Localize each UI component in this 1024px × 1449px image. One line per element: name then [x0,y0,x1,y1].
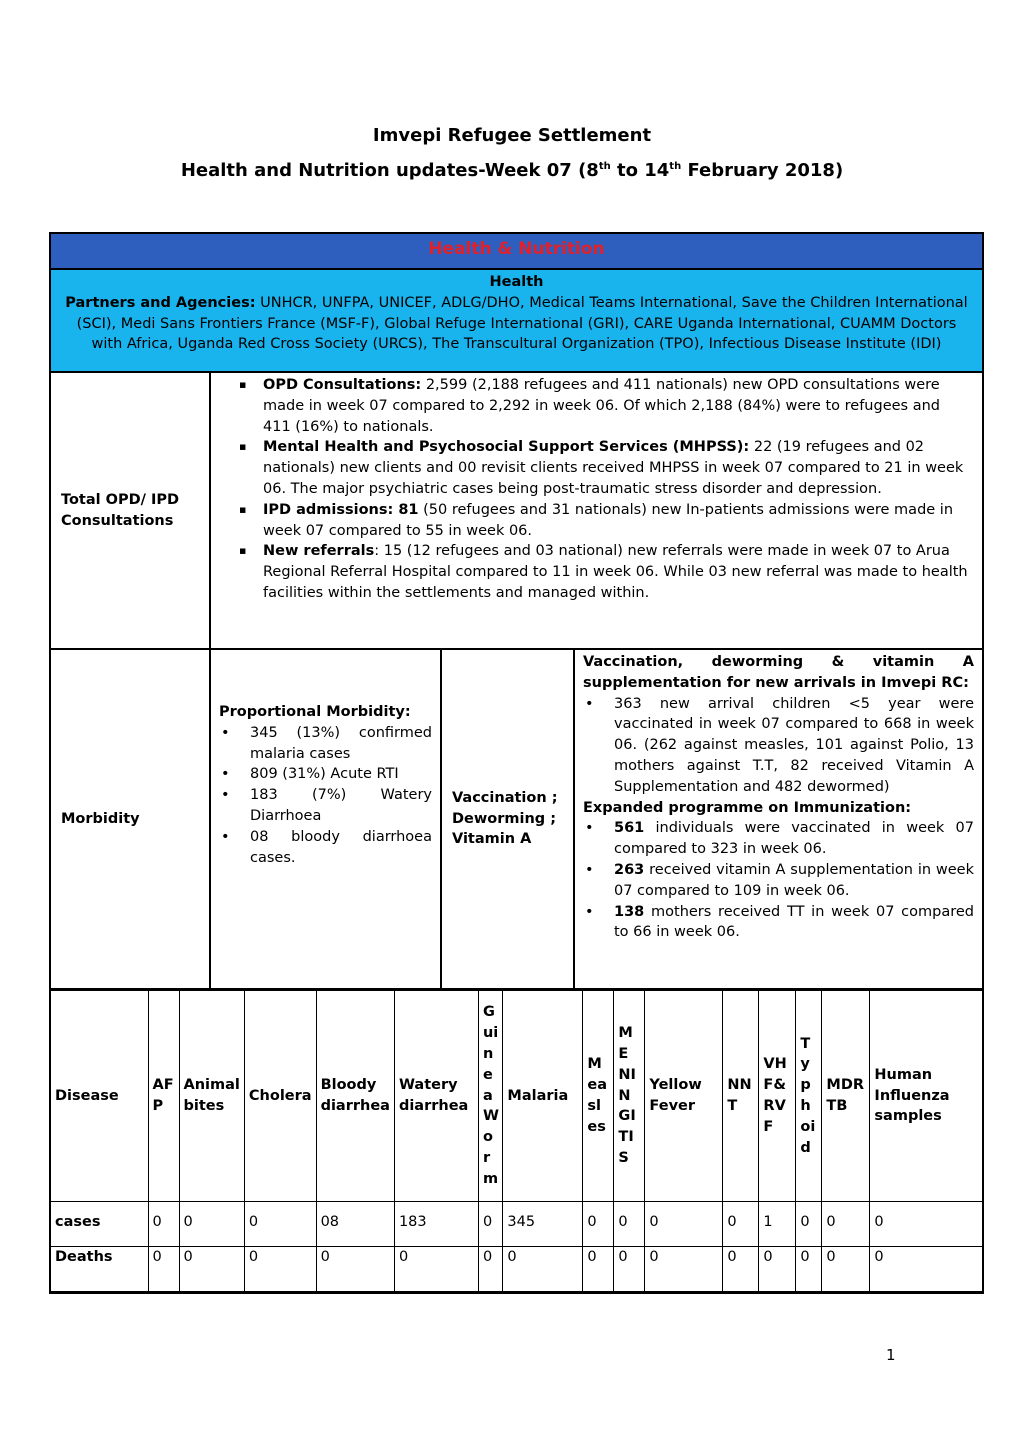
list-item: ▪ New referrals: 15 (12 refugees and 03 national) new referrals were made in week 07 to Arua Regional Referral Hospital compared to 11 in week 06. While 03 new referral was made to health facilities within the settlements and managed within. [221,541,972,603]
column-header: NNT [723,991,759,1202]
table-cell: 0 [723,1247,759,1292]
column-header: Measles [583,991,614,1202]
table-cell: 0 [870,1247,982,1292]
table-cell: 08 [316,1202,394,1247]
table-cell: 0 [759,1247,796,1292]
column-header: Typhoid [796,991,822,1202]
document-title: Imvepi Refugee Settlement [372,125,652,146]
list-item: ▪ OPD Consultations: 2,599 (2,188 refugees and 411 nationals) new OPD consultations were made in week 07 compared to 2,292 in week 06. Of which 2,188 (84%) were to refugees and 411 (16%) to nationals. [221,375,972,437]
table-cell: 0 [179,1202,244,1247]
section-title: Health & Nutrition [51,234,982,270]
list-item: • 345 (13%) confirmed malaria cases [219,723,432,765]
table-cell: 0 [796,1247,822,1292]
table-cell: 0 [503,1247,583,1292]
table-cell: 0 [244,1202,316,1247]
vaccination-label: Vaccination ; Deworming ; Vitamin A [442,650,575,988]
column-header: Yellow Fever [645,991,723,1202]
list-item: ▪ IPD admissions: 81 (50 refugees and 31 nationals) new In-patients admissions were made in week 07 compared to 55 in week 06. [221,500,972,542]
proportional-morbidity [211,650,442,988]
table-cell: 0 [822,1247,870,1292]
column-header: Animal bites [179,991,244,1202]
column-header: Human Influenza samples [870,991,982,1202]
table-cell: 0 [614,1247,645,1292]
column-header: Cholera [244,991,316,1202]
morbidity-label: Morbidity [51,650,211,988]
partners-text: Partners and Agencies: UNHCR, UNFPA, UNICEF, ADLG/DHO, Medical Teams International, Save the Children International (SCI), Medi Sans Frontiers France (MSF-F), Global Refuge International (GRI), CARE Uganda International, CUAMM Doctors with Africa, Uganda Red Cross Society (URCS), The Transcultural Organization (TPO), Infectious Disease Institute (IDI) [65,294,968,353]
opd-label: Total OPD/ IPD Consultations [51,373,211,648]
list-item: ▪ Mental Health and Psychosocial Support Services (MHPSS): 22 (19 refugees and 02 nationals) new clients and 00 revisit clients received MHPSS in week 07 compared to 21 in week 06. The major psychiatric cases being post-traumatic stress disorder and depression. [221,437,972,499]
list-item: • 263 received vitamin A supplementation in week 07 compared to 109 in week 06. [583,860,974,902]
column-header: GuineaWorm [478,991,502,1202]
list-item: • 08 bloody diarrhoea cases. [219,827,432,869]
vaccination-heading: Vaccination, deworming & vitamin A supplementation for new arrivals in Imvepi RC: [583,654,974,691]
column-header: VHF&RVF [759,991,796,1202]
row-label: cases [51,1202,148,1247]
table-cell: 0 [478,1202,502,1247]
vaccination-content [575,650,982,988]
table-cell: 0 [244,1247,316,1292]
column-header: MENINGITIS [614,991,645,1202]
table-row [51,1202,982,1247]
table-cell: 0 [822,1202,870,1247]
list-item: • 138 mothers received TT in week 07 compared to 66 in week 06. [583,902,974,944]
table-cell: 0 [870,1202,982,1247]
column-header: MDR TB [822,991,870,1202]
table-cell: 183 [394,1202,478,1247]
opd-content [211,373,982,648]
disease-table [51,990,982,1292]
table-cell: 345 [503,1202,583,1247]
column-header: Watery diarrhea [394,991,478,1202]
list-item: • 183 (7%) Watery Diarrhoea [219,785,432,827]
list-item: • 809 (31%) Acute RTI [219,764,432,785]
table-cell: 0 [316,1247,394,1292]
table-cell: 0 [148,1202,179,1247]
list-item: • 363 new arrival children <5 year were vaccinated in week 07 compared to 668 in week 06. (262 against measles, 101 against Polio, 13 mothers against T.T, 82 received Vitamin A Supplementation and 482 dewormed) [583,694,974,798]
column-header: Bloody diarrhea [316,991,394,1202]
table-cell: 0 [796,1202,822,1247]
table-cell: 0 [583,1247,614,1292]
table-cell: 1 [759,1202,796,1247]
row-label: Deaths [51,1247,148,1292]
table-cell: 0 [645,1202,723,1247]
opd-row [51,373,982,650]
morbidity-row [51,650,982,990]
table-header-row [51,991,982,1202]
column-header: Malaria [503,991,583,1202]
proportional-morbidity-heading: Proportional Morbidity: [219,704,411,720]
table-cell: 0 [583,1202,614,1247]
table-cell: 0 [179,1247,244,1292]
column-header: Disease [51,991,148,1202]
table-cell: 0 [723,1202,759,1247]
table-cell: 0 [148,1247,179,1292]
table-cell: 0 [645,1247,723,1292]
document-subtitle: Health and Nutrition updates-Week 07 (8th to 14th February 2018) [180,160,844,181]
report-table [49,232,984,1294]
partners-heading: Health [489,274,544,290]
epi-heading: Expanded programme on Immunization: [583,799,912,816]
column-header: AFP [148,991,179,1202]
table-cell: 0 [614,1202,645,1247]
partners-block [51,270,982,373]
page-number: 1 [886,1346,896,1364]
table-row [51,1247,982,1292]
table-cell: 0 [394,1247,478,1292]
list-item: • 561 individuals were vaccinated in week 07 compared to 323 in week 06. [583,818,974,860]
table-cell: 0 [478,1247,502,1292]
